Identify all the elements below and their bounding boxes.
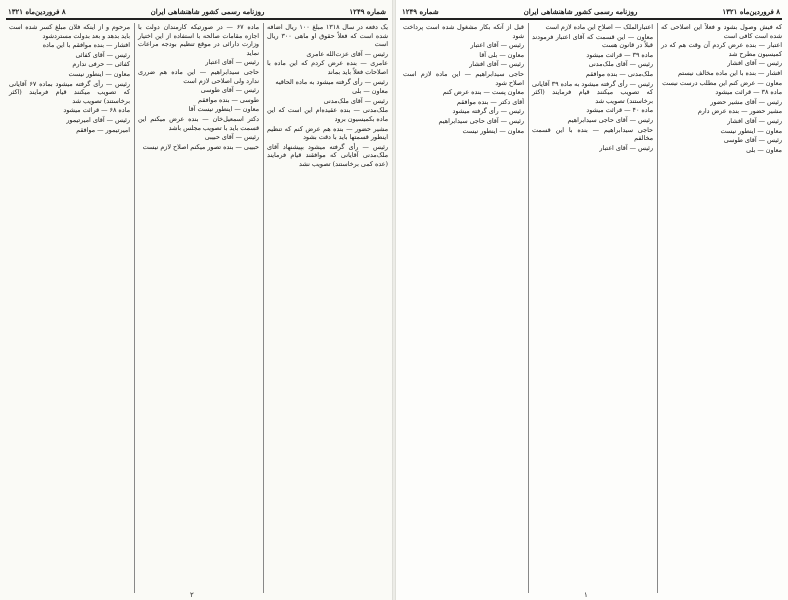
paragraph: رئیس — آقای حبیبی [204, 133, 259, 142]
paragraph: دکتر اسمعیل‌خان — بنده عرض میکنم این قسمت باید با تصویب مجلس باشد [138, 114, 259, 132]
paragraph: رئیس — آقای مشیر حضور [710, 97, 782, 106]
paragraph: اعتبارالملک — اصلاح این ماده لازم است [545, 23, 653, 31]
paragraph: رئیس — آقای ملک‌مدنی [323, 96, 388, 105]
paragraph: معاون — عرض کنم این مطلب درست نیست [662, 78, 782, 87]
paragraph: معاون — این قسمت که آقای اعتبار فرمودند قبلاً در قانون هست [532, 32, 653, 50]
paragraph: افشار — بنده موافقم با این ماده [42, 41, 130, 50]
paragraph: رئیس — رأی گرفته میشود به ماده الحاقیه [275, 77, 388, 86]
paragraph: رئیس — آقای حاجی سیدابراهیم [567, 115, 653, 124]
paragraph: یک دفعه در سال ۱۳۱۸ مبلغ ۱۰۰ ریال اضافه شده است که فعلاً حقوق او ماهی ۳۰۰ ریال است [267, 23, 388, 49]
paragraph: معاون — بلی آقا [479, 50, 524, 59]
paragraph: رئیس — آقای اعتبار [470, 41, 524, 50]
paragraph: کفائی — حرفی ندارم [72, 60, 130, 69]
header-issue: شماره ۱۲۴۹ [402, 6, 439, 16]
paragraph: ملک‌مدنی — بنده موافقم [585, 69, 653, 78]
paragraph: حبیبی — بنده تصور میکنم اصلاح لازم نیست [142, 142, 259, 151]
page-header [400, 4, 782, 20]
page-number: ۱ [584, 591, 588, 599]
paragraph: مرحوم و از اینکه فلان مبلغ کسر شده است باید بدهد و بعد بدولت مستردشود [9, 23, 130, 40]
text-column [263, 23, 388, 593]
page-header [6, 4, 388, 20]
paragraph: رئیس — آقای کفائی [75, 50, 130, 59]
paragraph: افشار — بنده با این ماده مخالف نیستم [678, 68, 782, 77]
paragraph: رئیس — رأی گرفته میشود [452, 107, 524, 116]
paragraph: طوسی — بنده موافقم [197, 95, 259, 104]
paragraph: رئیس — آقای عزت‌الله عامری [306, 49, 388, 58]
paragraph: معاون — اینطور نیست آقا [188, 105, 259, 114]
paragraph: رئیس — آقای اعتبار [205, 58, 259, 67]
paragraph: رئیس — رأی گرفته میشود به ماده ۳۹ آقایانی که تصویب میکنند قیام فرمایند (اکثر برخاستند) تصویب شد [532, 79, 653, 105]
paragraph: ماده ۶۷ — در صورتیکه کارمندان دولت با اجازه مقامات صالحه با استفاده از این اختیار وزارت دارائی در موقع تنظیم بودجه مراعات نماید [138, 23, 259, 57]
header-date: ۸ فروردین‌ماه ۱۳۲۱ [722, 6, 780, 16]
text-columns [6, 23, 388, 593]
paragraph: معاون — اینطور نیست [462, 126, 524, 135]
paragraph: ماده ۳۹ — قرائت میشود [586, 50, 653, 59]
right-page [394, 0, 788, 600]
paragraph: که فیش وصول بشود و فعلاً این اصلاحی که شده است کافی است [661, 23, 782, 40]
paragraph: حاجی سیدابراهیم — بنده با این قسمت مخالفم [532, 125, 653, 143]
paragraph: رئیس — آقای ملک‌مدنی [588, 60, 653, 69]
text-column [400, 23, 524, 593]
paragraph: رئیس — آقای اعتبار [599, 143, 653, 152]
paragraph: رئیس — آقای افشار [727, 59, 782, 68]
paragraph: عامری — بنده عرض کردم که این ماده با اصلاحات فعلاً باید بماند [267, 59, 388, 76]
page-gutter [392, 0, 396, 600]
paragraph: حاجی سیدابراهیم — این ماده هم ضرری ندارد ولی اصلاحی لازم است [138, 67, 259, 85]
header-journal: روزنامه رسمی کشور شاهنشاهی ایران [150, 6, 265, 16]
text-columns [400, 23, 782, 593]
paragraph: رئیس — رأی گرفته میشود بپیشنهاد آقای ملک‌مدنی آقایانی که موافقند قیام فرمایند (عده کمی برخاستند) تصویب نشد [267, 142, 388, 168]
paragraph: ماده ۴۰ — قرائت میشود [586, 106, 653, 115]
paragraph: ماده ۶۸ — قرائت میشود [63, 106, 130, 115]
paragraph: امیرتیمور — موافقم [76, 125, 130, 134]
page-number: ۲ [190, 591, 194, 599]
paragraph: معاون — اینطور نیست [720, 126, 782, 135]
paragraph: معاون — بلی [352, 87, 388, 96]
header-journal: روزنامه رسمی کشور شاهنشاهی ایران [523, 6, 638, 16]
paragraph: اعتبار — بنده عرض کردم آن وقت هم که در کمیسیون مطرح شد [661, 41, 782, 58]
paragraph: معاون — بلی [746, 145, 782, 154]
header-date: ۸ فروردین‌ماه ۱۳۲۱ [8, 6, 66, 16]
paragraph: رئیس — آقای امیرتیمور [66, 115, 130, 124]
text-column [134, 23, 259, 593]
paragraph: رئیس — آقای طوسی [723, 136, 782, 145]
paragraph: معاون پست — بنده عرض کنم [442, 88, 524, 97]
paragraph: مشیر حضور — بنده عرض دارم [697, 107, 782, 116]
paragraph: رئیس — آقای حاجی سیدابراهیم [438, 116, 524, 125]
paragraph: رئیس — رأی گرفته میشود بماده ۶۷ آقایانی که تصویب میکنند قیام فرمایند (اکثر برخاستند) تصویب شد [9, 79, 130, 105]
paragraph: ملک‌مدنی — بنده عقیده‌ام این است که این ماده بکمیسیون برود [267, 106, 388, 123]
text-column [657, 23, 782, 593]
paragraph: معاون — اینطور نیست [68, 69, 130, 78]
paragraph: قبل از آنکه بکار مشغول شده است پرداخت شود [403, 23, 524, 40]
paragraph: آقای دکتر — بنده موافقم [456, 97, 524, 106]
text-column [528, 23, 653, 593]
header-issue: شماره ۱۲۴۹ [349, 6, 386, 16]
text-column [6, 23, 130, 593]
paragraph: رئیس — آقای افشار [469, 60, 524, 69]
paragraph: رئیس — آقای افشار [727, 116, 782, 125]
paragraph: رئیس — آقای طوسی [200, 86, 259, 95]
paragraph: حاجی سیدابراهیم — این ماده لازم است اصلاح شود [403, 69, 524, 87]
paragraph: ماده ۳۸ — قرائت میشود [715, 88, 782, 97]
paragraph: مشیر حضور — بنده هم عرض کنم که تنظیم اینطور قسمتها باید با دقت بشود [267, 124, 388, 142]
